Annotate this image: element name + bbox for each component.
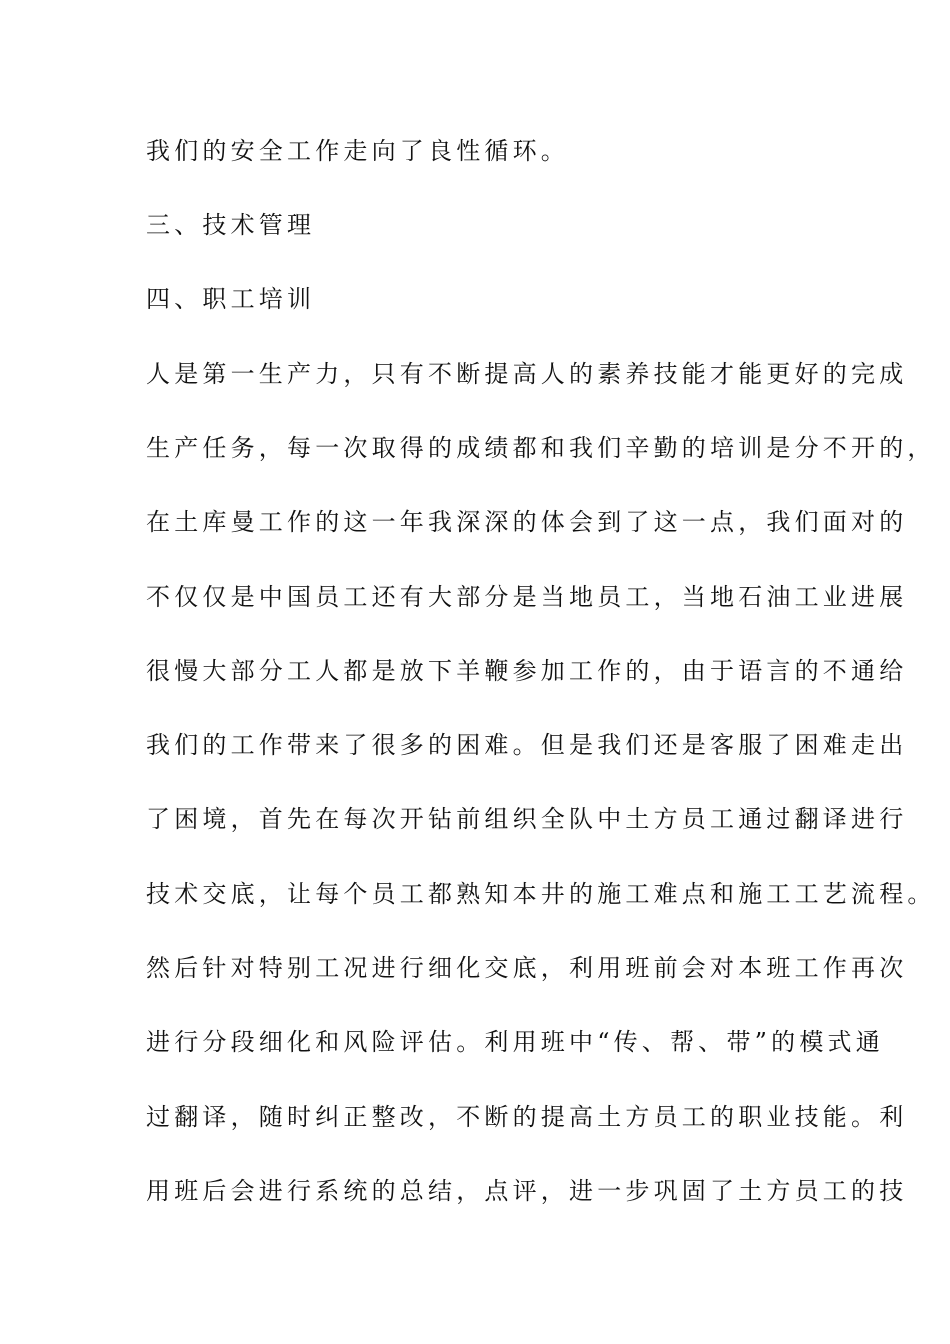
section-heading-technical-management: 三、技术管理 — [146, 211, 316, 239]
paragraph-line: 了困境，首先在每次开钻前组织全队中土方员工通过翻译进行 — [146, 805, 908, 833]
paragraph-line: 我们的工作带来了很多的困难。但是我们还是客服了困难走出 — [146, 731, 908, 759]
paragraph-line: 不仅仅是中国员工还有大部分是当地员工，当地石油工业进展 — [146, 583, 908, 611]
paragraph-line: 然后针对特别工况进行细化交底，利用班前会对本班工作再次 — [146, 954, 908, 982]
section-heading-staff-training: 四、职工培训 — [146, 285, 316, 313]
paragraph-line: 技术交底，让每个员工都熟知本井的施工难点和施工工艺流程。 — [146, 880, 936, 908]
paragraph-line: 很慢大部分工人都是放下羊鞭参加工作的，由于语言的不通给 — [146, 657, 908, 685]
paragraph-line: 过翻译，随时纠正整改，不断的提高土方员工的职业技能。利 — [146, 1103, 908, 1131]
paragraph-line: 进行分段细化和风险评估。利用班中“传、帮、带”的模式通 — [146, 1028, 884, 1056]
paragraph-line: 人是第一生产力，只有不断提高人的素养技能才能更好的完成 — [146, 360, 908, 388]
paragraph-line: 生产任务，每一次取得的成绩都和我们辛勤的培训是分不开的， — [146, 434, 936, 462]
paragraph-line: 我们的安全工作走向了良性循环。 — [146, 137, 569, 165]
paragraph-line: 用班后会进行系统的总结，点评，进一步巩固了土方员工的技 — [146, 1177, 908, 1205]
paragraph-line: 在土库曼工作的这一年我深深的体会到了这一点，我们面对的 — [146, 508, 908, 536]
